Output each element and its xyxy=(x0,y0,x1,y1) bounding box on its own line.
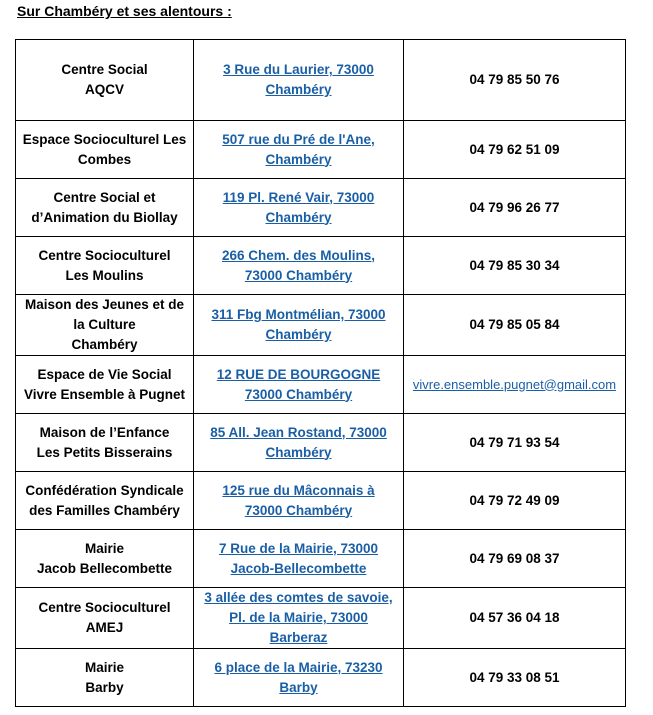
organization-name-line: Jacob Bellecombette xyxy=(36,560,173,576)
table-row xyxy=(16,530,626,588)
contact-cell xyxy=(404,472,626,530)
address-link[interactable]: 311 Fbg Montmélian, 73000 xyxy=(211,307,386,322)
organization-name-line: AMEJ xyxy=(85,620,124,635)
address-link[interactable]: 125 rue du Mâconnais à xyxy=(222,482,375,498)
organization-name-line: Centre Social xyxy=(61,62,148,77)
address-link[interactable]: 119 Pl. René Vair, 73000 xyxy=(222,189,375,205)
contact-cell xyxy=(404,414,626,472)
email-link[interactable]: vivre.ensemble.pugnet@gmail.com xyxy=(412,376,617,392)
contact-cell xyxy=(404,356,626,414)
organization-name-line: Confédération Syndicale xyxy=(25,482,184,498)
table-row xyxy=(16,121,626,179)
organization-name-line: Mairie xyxy=(84,659,125,675)
address-link[interactable]: 507 rue du Pré de l'Ane, xyxy=(222,131,375,147)
address-cell xyxy=(194,237,404,295)
organization-name-line: des Familles Chambéry xyxy=(29,502,180,518)
organization-name-line: Mairie xyxy=(84,540,125,556)
organization-name-cell xyxy=(16,356,194,414)
address-link[interactable]: Chambéry xyxy=(265,444,332,460)
phone-number: 04 79 85 05 84 xyxy=(469,317,560,332)
address-link[interactable]: Chambéry xyxy=(265,151,332,167)
table-row xyxy=(16,414,626,472)
contact-cell xyxy=(404,588,626,649)
organization-name-line: d’Animation du Biollay xyxy=(31,209,178,225)
table-row xyxy=(16,237,626,295)
organization-name-line: Les Moulins xyxy=(65,267,144,283)
organization-name-line: la Culture xyxy=(73,317,136,332)
address-link[interactable]: 7 Rue de la Mairie, 73000 xyxy=(218,540,379,556)
organization-name-line: Centre Social et xyxy=(53,189,156,205)
contact-cell xyxy=(404,237,626,295)
table-row xyxy=(16,472,626,530)
contact-cell xyxy=(404,649,626,707)
address-link[interactable]: Pl. de la Mairie, 73000 xyxy=(229,610,368,625)
organization-name-cell xyxy=(16,179,194,237)
organization-name-cell xyxy=(16,649,194,707)
organization-name-line: Chambéry xyxy=(71,337,138,352)
phone-number: 04 79 96 26 77 xyxy=(469,199,560,215)
address-link[interactable]: 3 Rue du Laurier, 73000 xyxy=(223,62,374,77)
address-cell xyxy=(194,588,404,649)
address-cell xyxy=(194,414,404,472)
contact-cell xyxy=(404,530,626,588)
address-link[interactable]: 12 RUE DE BOURGOGNE xyxy=(216,366,381,382)
address-link[interactable]: 266 Chem. des Moulins, xyxy=(221,247,376,263)
table-row xyxy=(16,179,626,237)
address-link[interactable]: Barberaz xyxy=(269,630,328,645)
organization-name-line: Centre Socioculturel xyxy=(38,247,171,263)
organization-name-line: Maison de l’Enfance xyxy=(39,424,170,440)
address-cell xyxy=(194,295,404,356)
address-link[interactable]: 73000 Chambéry xyxy=(244,386,353,402)
organization-name-cell xyxy=(16,588,194,649)
contact-cell xyxy=(404,295,626,356)
address-link[interactable]: 6 place de la Mairie, 73230 xyxy=(214,659,383,675)
address-link[interactable]: Barby xyxy=(279,679,318,695)
contact-cell xyxy=(404,179,626,237)
address-cell xyxy=(194,356,404,414)
phone-number: 04 79 33 08 51 xyxy=(469,669,560,685)
organization-name-cell xyxy=(16,237,194,295)
address-cell xyxy=(194,179,404,237)
table-row xyxy=(16,295,626,356)
organization-name-line: Combes xyxy=(77,151,132,167)
phone-number: 04 57 36 04 18 xyxy=(469,610,560,625)
phone-number: 04 79 85 30 34 xyxy=(469,257,560,273)
organization-name-line: Espace Socioculturel Les xyxy=(22,131,187,147)
contact-cell xyxy=(404,40,626,121)
address-cell xyxy=(194,649,404,707)
phone-number: 04 79 85 50 76 xyxy=(469,72,560,87)
table-row xyxy=(16,40,626,121)
phone-number: 04 79 69 08 37 xyxy=(469,550,560,566)
organization-name-cell xyxy=(16,472,194,530)
page-heading: Sur Chambéry et ses alentours : xyxy=(17,3,232,19)
address-link[interactable]: Chambéry xyxy=(265,327,332,342)
address-link[interactable]: Jacob-Bellecombette xyxy=(230,560,367,576)
address-link[interactable]: Chambéry xyxy=(265,82,332,97)
address-cell xyxy=(194,121,404,179)
organization-name-line: Les Petits Bisserains xyxy=(36,444,173,460)
directory-table xyxy=(15,39,626,707)
address-cell xyxy=(194,40,404,121)
address-cell xyxy=(194,530,404,588)
phone-number: 04 79 71 93 54 xyxy=(469,434,560,450)
organization-name-line: Barby xyxy=(85,679,124,695)
address-link[interactable]: 3 allée des comtes de savoie, xyxy=(204,590,393,605)
organization-name-cell xyxy=(16,40,194,121)
organization-name-line: Maison des Jeunes et de xyxy=(24,297,185,312)
organization-name-cell xyxy=(16,414,194,472)
address-link[interactable]: 73000 Chambéry xyxy=(244,502,353,518)
organization-name-cell xyxy=(16,295,194,356)
address-link[interactable]: 85 All. Jean Rostand, 73000 xyxy=(210,424,387,440)
organization-name-cell xyxy=(16,530,194,588)
organization-name-cell xyxy=(16,121,194,179)
phone-number: 04 79 72 49 09 xyxy=(469,492,560,508)
organization-name-line: Espace de Vie Social xyxy=(37,366,172,382)
organization-name-line: Centre Socioculturel xyxy=(38,600,171,615)
address-link[interactable]: 73000 Chambéry xyxy=(244,267,353,283)
address-cell xyxy=(194,472,404,530)
table-row xyxy=(16,649,626,707)
organization-name-line: Vivre Ensemble à Pugnet xyxy=(23,386,186,402)
phone-number: 04 79 62 51 09 xyxy=(469,141,560,157)
organization-name-line: AQCV xyxy=(84,82,124,97)
table-row xyxy=(16,356,626,414)
address-link[interactable]: Chambéry xyxy=(265,209,332,225)
table-row xyxy=(16,588,626,649)
contact-cell xyxy=(404,121,626,179)
